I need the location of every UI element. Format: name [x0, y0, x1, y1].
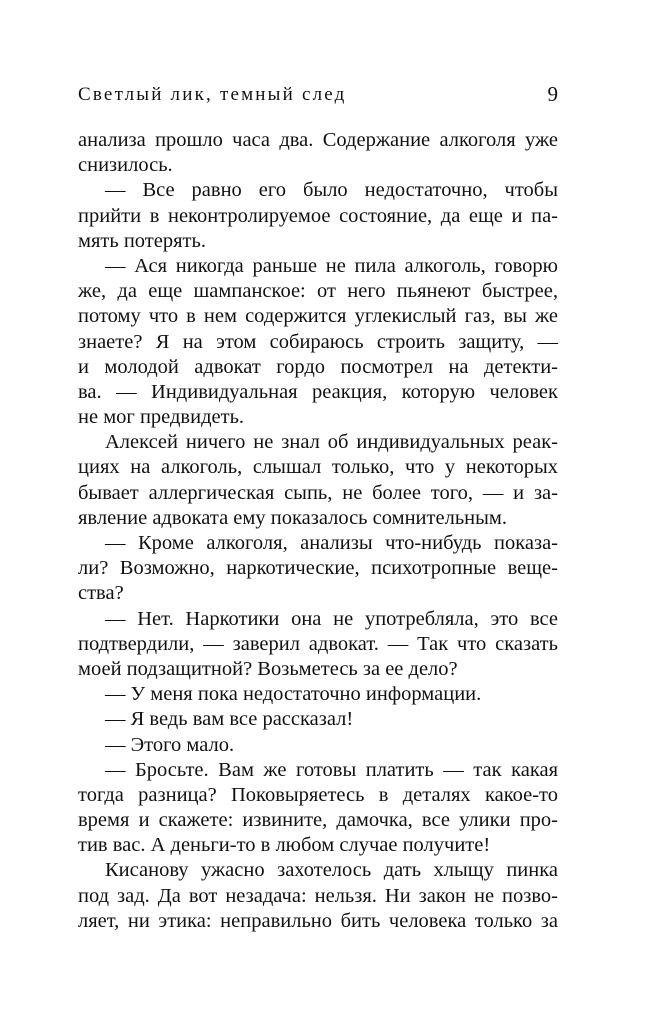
- text-line: — Бросьте. Вам же готовы платить — так какая: [105, 758, 558, 781]
- paragraph: [78, 733, 558, 758]
- paragraph: [78, 128, 558, 178]
- text-line: — Ася никогда раньше не пила алкоголь, говорю: [105, 254, 558, 277]
- body-text: [78, 128, 558, 934]
- text-line: тогда разница? Поковыряетесь в деталях какое-то: [78, 783, 558, 806]
- text-line: прийти в неконтролируемое состояние, да еще и па-: [78, 204, 558, 227]
- paragraph: [78, 682, 558, 707]
- text-line: Кисанову ужасно захотелось дать хлыщу пинка: [105, 859, 558, 882]
- text-line: мять потерять.: [78, 229, 206, 252]
- text-line: моей подзащитной? Возьметесь за ее дело?: [78, 657, 458, 680]
- text-line: не мог предвидеть.: [78, 406, 245, 429]
- text-line: же, да еще шампанское: от него пьянеют быстрее,: [78, 280, 558, 303]
- paragraph: [78, 858, 558, 934]
- text-line: — Все равно его было недостаточно, чтобы: [105, 179, 558, 202]
- text-line: — Я ведь вам все рассказал!: [105, 708, 354, 731]
- text-line: бывает аллергическая сыпь, не более того, — и за-: [78, 481, 558, 504]
- paragraph: [78, 531, 558, 607]
- text-line: и молодой адвокат гордо посмотрел на детекти-: [78, 355, 558, 378]
- text-line: время и скажете: извините, дамочка, все улики про-: [78, 809, 558, 832]
- text-line: потому что в нем содержится углекислый газ, вы же: [78, 305, 558, 328]
- text-line: Алексей ничего не знал об индивидуальных реак-: [105, 431, 558, 454]
- text-line: — Нет. Наркотики она не употребляла, это все: [105, 607, 558, 630]
- text-line: — У меня пока недостаточно информации.: [105, 683, 482, 706]
- paragraph: [78, 607, 558, 683]
- paragraph: [78, 178, 558, 254]
- text-line: знаете? Я на этом собираюсь строить защиту, —: [78, 330, 558, 353]
- text-line: под зад. Да вот незадача: нельзя. Ни закон не позво-: [78, 884, 558, 907]
- text-line: анализа прошло часа два. Содержание алкоголя уже: [78, 129, 558, 151]
- text-line: — Кроме алкоголя, анализы что-нибудь показа-: [105, 532, 558, 554]
- text-line: тив вас. А деньги-то в любом случае получите!: [78, 834, 491, 857]
- text-line: ва. — Индивидуальная реакция, которую человек: [78, 380, 558, 403]
- paragraph: [78, 254, 558, 430]
- text-line: снизилось.: [78, 154, 173, 177]
- text-line: явление адвоката ему показалось сомнительным.: [78, 506, 508, 529]
- page-header: [78, 84, 558, 114]
- text-line: ли? Возможно, наркотические, психотропные веще-: [78, 557, 558, 580]
- paragraph: [78, 758, 558, 859]
- text-line: ства?: [78, 582, 124, 605]
- page-number: 9: [547, 82, 558, 106]
- text-line: циях на алкоголь, слышал только, что у некоторых: [78, 456, 558, 479]
- text-line: подтвердили, — заверил адвокат. — Так что сказать: [78, 632, 558, 655]
- paragraph: [78, 707, 558, 732]
- text-line: — Этого мало.: [105, 733, 235, 756]
- book-page: [78, 84, 558, 934]
- paragraph: [78, 430, 558, 531]
- running-title: Светлый лик, темный след: [78, 84, 347, 105]
- text-line: ляет, ни этика: неправильно бить человека только за: [78, 909, 558, 932]
